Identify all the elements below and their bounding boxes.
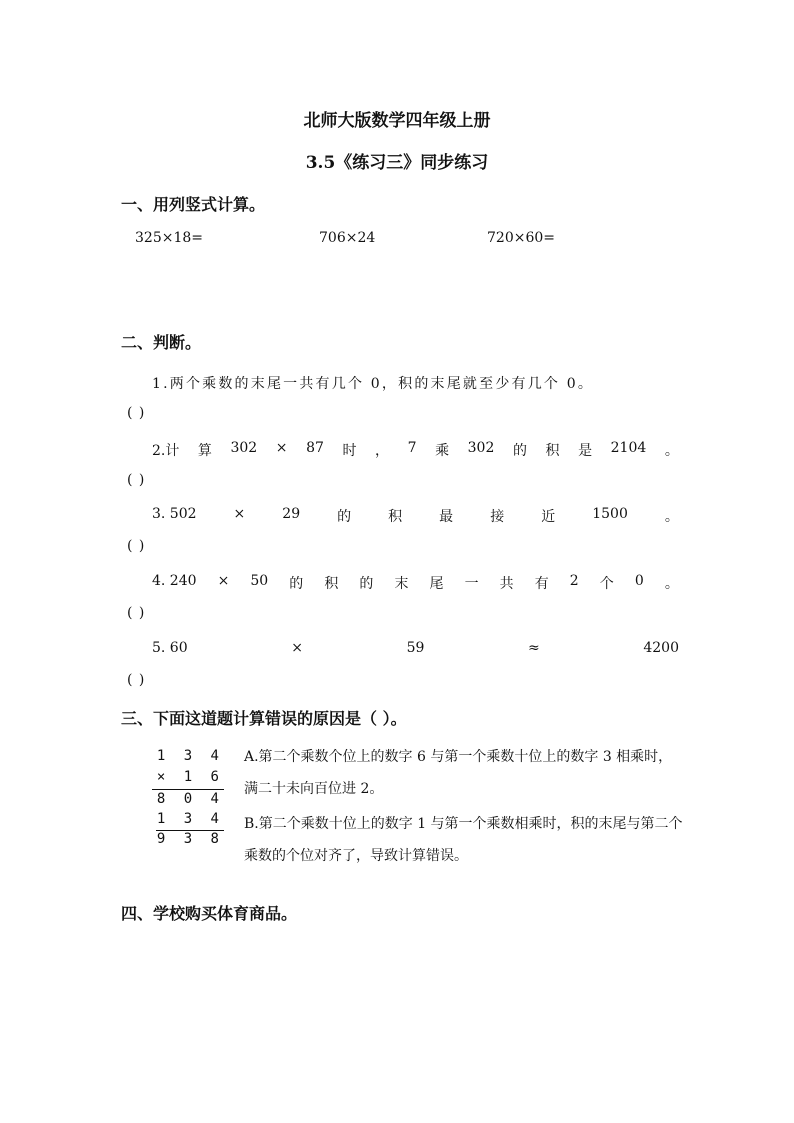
judge-token: 是 [578,443,593,459]
judge-token: 。 [664,576,679,592]
judge-token: 一 [464,576,479,592]
problem-2: 706×24 [319,230,376,246]
judge-token: 的 [359,576,374,592]
judge-token: 50 [250,573,269,589]
judge-token: 。 [664,443,679,459]
calc-result: 9 3 8 [156,831,224,847]
judge-answer-5[interactable]: ( ) [127,672,146,688]
page-subtitle: 3.5《练习三》同步练习 [305,153,489,173]
judge-token: 4. 240 [152,573,197,589]
judge-token: 近 [541,509,556,525]
judge-token: 59 [406,640,425,656]
judge-token: × [217,573,230,589]
judge-token: 末 [394,576,409,592]
judge-token: 积 [388,509,403,525]
judge-answer-2[interactable]: ( ) [127,472,146,488]
multiplicand: 1 3 4 [156,748,224,764]
judge-token: 7 [407,440,417,456]
section2-heading: 二、判断。 [121,333,202,352]
vertical-multiplication [152,748,224,848]
page-title: 北师大版数学四年级上册 [303,111,491,131]
judge-token: 时 [342,443,357,459]
judge-token: 的 [337,509,352,525]
judge-token: 87 [306,440,324,456]
judge-answer-4[interactable]: ( ) [127,605,146,621]
judge-token: 接 [490,509,505,525]
judge-token: 302 [467,440,495,456]
judge-token: 1500 [592,506,628,522]
judge-token: 共 [499,576,514,592]
option-b[interactable]: B.第二个乘数十位上的数字 1 与第一个乘数相乘时，积的末尾与第二个乘数的个位对齐了，导致计算错误。 [244,816,683,864]
judge-token: ≈ [528,640,540,656]
judge-item-5 [152,640,679,656]
judge-token: 积 [545,443,560,459]
judge-token: 最 [439,509,454,525]
partial-product-1: 8 0 4 [156,791,224,807]
judge-token: × [275,440,288,456]
judge-token: 个 [599,576,614,592]
judge-token: 2 [569,573,579,589]
judge-item-3 [152,506,679,526]
judge-token: 0 [634,573,644,589]
judge-token: 有 [534,576,549,592]
section1-heading: 一、用列竖式计算。 [121,195,266,214]
judge-token: 5. 60 [152,640,188,656]
judge-token: × [233,506,246,522]
judge-token: 积 [324,576,339,592]
partial-product-2: 1 3 4 [156,811,224,827]
judge-item-1 [152,373,679,393]
judge-token: 的 [289,576,304,592]
multiplier: × 1 6 [156,769,224,785]
option-a[interactable]: A.第二个乘数个位上的数字 6 与第一个乘数十位上的数字 3 相乘时，满二十未向百位进 2。 [244,749,673,797]
judge-token: 算 [197,443,212,459]
judge-token: 2.计 [152,443,180,459]
judge-token: 的 [512,443,527,459]
problem-3: 720×60= [487,230,555,246]
judge-token: ， [375,443,390,459]
judge-item-4 [152,573,679,593]
calc-line-1 [152,789,224,790]
judge-answer-3[interactable]: ( ) [127,538,146,554]
judge-token: 尾 [429,576,444,592]
section4-heading: 四、学校购买体育商品。 [121,904,298,923]
judge-token: 3. 502 [152,506,197,522]
judge-token: × [291,640,303,656]
section3-heading: 三、下面这道题计算错误的原因是（ ）。 [121,709,407,728]
judge-item-2 [152,440,679,460]
judge-item-1-text: 1.两个乘数的末尾一共有几个 0，积的末尾就至少有几个 0。 [152,376,595,392]
judge-token: 2104 [610,440,647,456]
judge-token: 4200 [643,640,679,656]
judge-token: 。 [664,509,679,525]
judge-token: 302 [230,440,258,456]
judge-answer-1[interactable]: ( ) [127,405,146,421]
problem-1: 325×18= [135,230,203,246]
judge-token: 乘 [435,443,450,459]
judge-token: 29 [282,506,301,522]
